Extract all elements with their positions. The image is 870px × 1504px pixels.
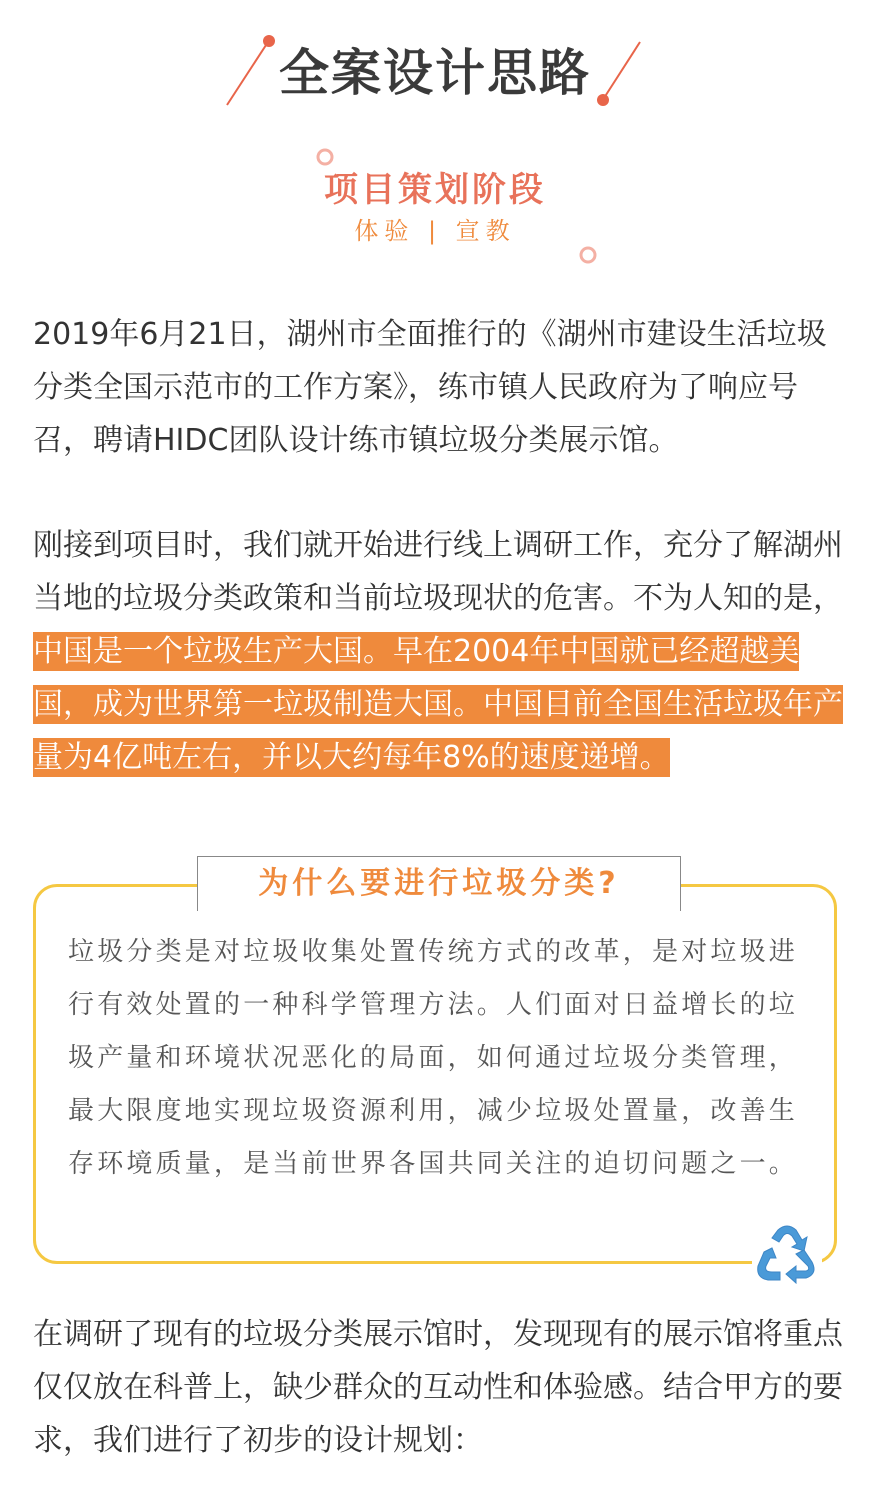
phase-bottom-line-decoration <box>355 244 605 266</box>
page-title: 全案设计思路 <box>279 44 591 102</box>
phase-top-line-decoration <box>312 146 562 168</box>
conclusion-paragraph: 在调研了现有的垃圾分类展示馆时，发现现有的展示馆将重点仅仅放在科普上，缺少群众的互动性和体验感。结合甲方的要求，我们进行了初步的设计规划： <box>33 1317 843 1458</box>
phase-subtitle: 体验 | 宣教 <box>354 217 516 245</box>
intro-paragraph-2 <box>33 519 843 784</box>
why-box-title: 为什么要进行垃圾分类? <box>258 866 620 901</box>
why-box-text: 垃圾分类是对垃圾收集处置传统方式的改革，是对垃圾进行有效处置的一种科学管理方法。人们面对日益增长的垃圾产量和环境状况恶化的局面，如何通过垃圾分类管理，最大限度地实现垃圾资源利用，减少垃圾处置量，改善生存环境质量，是当前世界各国共同关注的迫切问题之一。 <box>68 937 799 1179</box>
intro-paragraph-1: 2019年6月21日，湖州市全面推行的《湖州市建设生活垃圾分类全国示范市的工作方案》，练市镇人民政府为了响应号召，聘请HIDC团队设计练市镇垃圾分类展示馆。 <box>33 317 827 458</box>
why-box-title-tab <box>197 856 681 911</box>
highlighted-fact: 中国是一个垃圾生产大国。早在2004年中国就已经超越美国，成为世界第一垃圾制造大国。中国目前全国生活垃圾年产量为4亿吨左右，并以大约每年8%的速度递增。 <box>33 634 843 775</box>
phase-title: 项目策划阶段 <box>324 170 546 210</box>
recycle-icon <box>752 1222 822 1284</box>
intro-paragraph-2-text: 刚接到项目时，我们就开始进行线上调研工作，充分了解湖州当地的垃圾分类政策和当前垃圾现状的危害。不为人知的是， <box>33 528 843 616</box>
